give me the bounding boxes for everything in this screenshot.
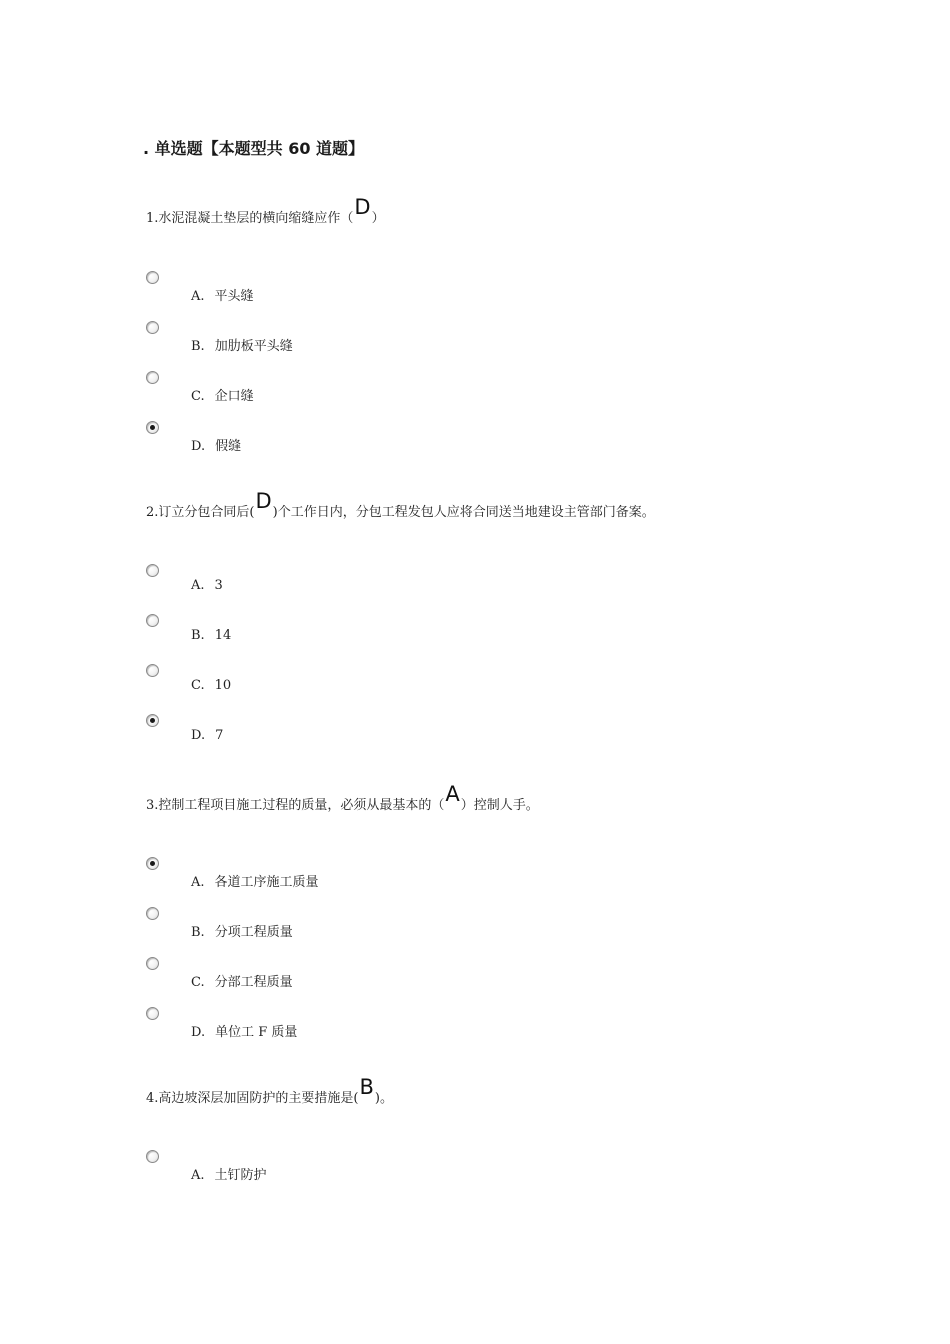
handwritten-answer: D	[255, 489, 272, 513]
option-text: 单位工 F 质量	[215, 1025, 298, 1040]
question-3	[146, 782, 539, 814]
option-label	[191, 385, 254, 404]
radio-button-selected[interactable]	[146, 714, 159, 727]
option-letter: A.	[191, 1168, 205, 1183]
option-letter: D.	[191, 728, 206, 743]
option-label	[191, 628, 231, 643]
option-label	[191, 728, 223, 743]
question-2	[146, 489, 655, 521]
radio-button-selected[interactable]	[146, 421, 159, 434]
option-text: 土钉防护	[214, 1168, 267, 1183]
question-4	[146, 1075, 393, 1107]
option-q3-a[interactable]	[146, 857, 546, 897]
question-text-before: 控制工程项目施工过程的质量，必须从最基本的（	[158, 798, 445, 813]
radio-button-selected[interactable]	[146, 857, 159, 870]
option-label	[191, 578, 223, 593]
option-q1-c[interactable]	[146, 371, 546, 411]
option-q2-d[interactable]	[146, 714, 546, 754]
question-number: 1.	[146, 211, 159, 226]
question-text-before: 订立分包合同后(	[158, 505, 255, 520]
option-letter: B.	[191, 925, 205, 940]
option-q2-c[interactable]	[146, 664, 546, 704]
option-text: 分部工程质量	[214, 975, 293, 990]
option-q3-d[interactable]	[146, 1007, 546, 1047]
radio-button[interactable]	[146, 321, 159, 334]
option-text: 平头缝	[214, 289, 254, 304]
option-label	[191, 285, 254, 304]
handwritten-answer: A	[445, 782, 460, 806]
option-letter: D.	[191, 439, 206, 454]
option-q2-a[interactable]	[146, 564, 546, 604]
radio-button[interactable]	[146, 907, 159, 920]
option-letter: C.	[191, 389, 205, 404]
option-text: 加肋板平头缝	[214, 339, 293, 354]
radio-button[interactable]	[146, 957, 159, 970]
question-number: 2.	[146, 505, 159, 520]
option-text: 3	[214, 578, 223, 593]
option-letter: A.	[191, 289, 205, 304]
option-text: 假缝	[215, 439, 242, 454]
radio-button[interactable]	[146, 614, 159, 627]
option-letter: A.	[191, 578, 205, 593]
question-text-before: 高边坡深层加固防护的主要措施是(	[158, 1091, 359, 1106]
option-text: 10	[214, 678, 232, 693]
option-q4-a[interactable]	[146, 1150, 546, 1190]
option-label	[191, 1021, 297, 1040]
option-q1-b[interactable]	[146, 321, 546, 361]
handwritten-answer: D	[354, 195, 371, 219]
question-text-after: ）控制人手。	[460, 798, 539, 813]
radio-button[interactable]	[146, 371, 159, 384]
option-text: 各道工序施工质量	[214, 875, 319, 890]
option-q1-a[interactable]	[146, 271, 546, 311]
question-text-after: )。	[374, 1091, 393, 1106]
radio-button[interactable]	[146, 1007, 159, 1020]
question-text-after: ）	[371, 211, 385, 226]
option-q2-b[interactable]	[146, 614, 546, 654]
question-number: 3.	[146, 798, 159, 813]
option-letter: B.	[191, 339, 205, 354]
radio-button[interactable]	[146, 564, 159, 577]
option-text: 7	[215, 728, 224, 743]
option-text: 分项工程质量	[214, 925, 293, 940]
radio-button[interactable]	[146, 664, 159, 677]
option-label	[191, 678, 231, 693]
question-1	[146, 195, 385, 227]
option-letter: C.	[191, 678, 205, 693]
radio-button[interactable]	[146, 271, 159, 284]
option-letter: B.	[191, 628, 205, 643]
handwritten-answer: B	[359, 1075, 374, 1099]
option-label	[191, 335, 293, 354]
radio-button[interactable]	[146, 1150, 159, 1163]
option-label	[191, 435, 241, 454]
option-q3-b[interactable]	[146, 907, 546, 947]
option-text: 企口缝	[214, 389, 254, 404]
option-label	[191, 1164, 267, 1183]
question-number: 4.	[146, 1091, 159, 1106]
question-text-after: )个工作日内，分包工程发包人应将合同送当地建设主管部门备案。	[272, 505, 655, 520]
section-title: . 单选题【本题型共 60 道题】	[143, 139, 365, 158]
option-letter: A.	[191, 875, 205, 890]
option-q3-c[interactable]	[146, 957, 546, 997]
option-letter: D.	[191, 1025, 206, 1040]
question-text-before: 水泥混凝土垫层的横向缩缝应作（	[158, 211, 354, 226]
option-letter: C.	[191, 975, 205, 990]
option-label	[191, 871, 319, 890]
option-q1-d[interactable]	[146, 421, 546, 461]
option-label	[191, 921, 293, 940]
option-text: 14	[214, 628, 232, 643]
option-label	[191, 971, 293, 990]
